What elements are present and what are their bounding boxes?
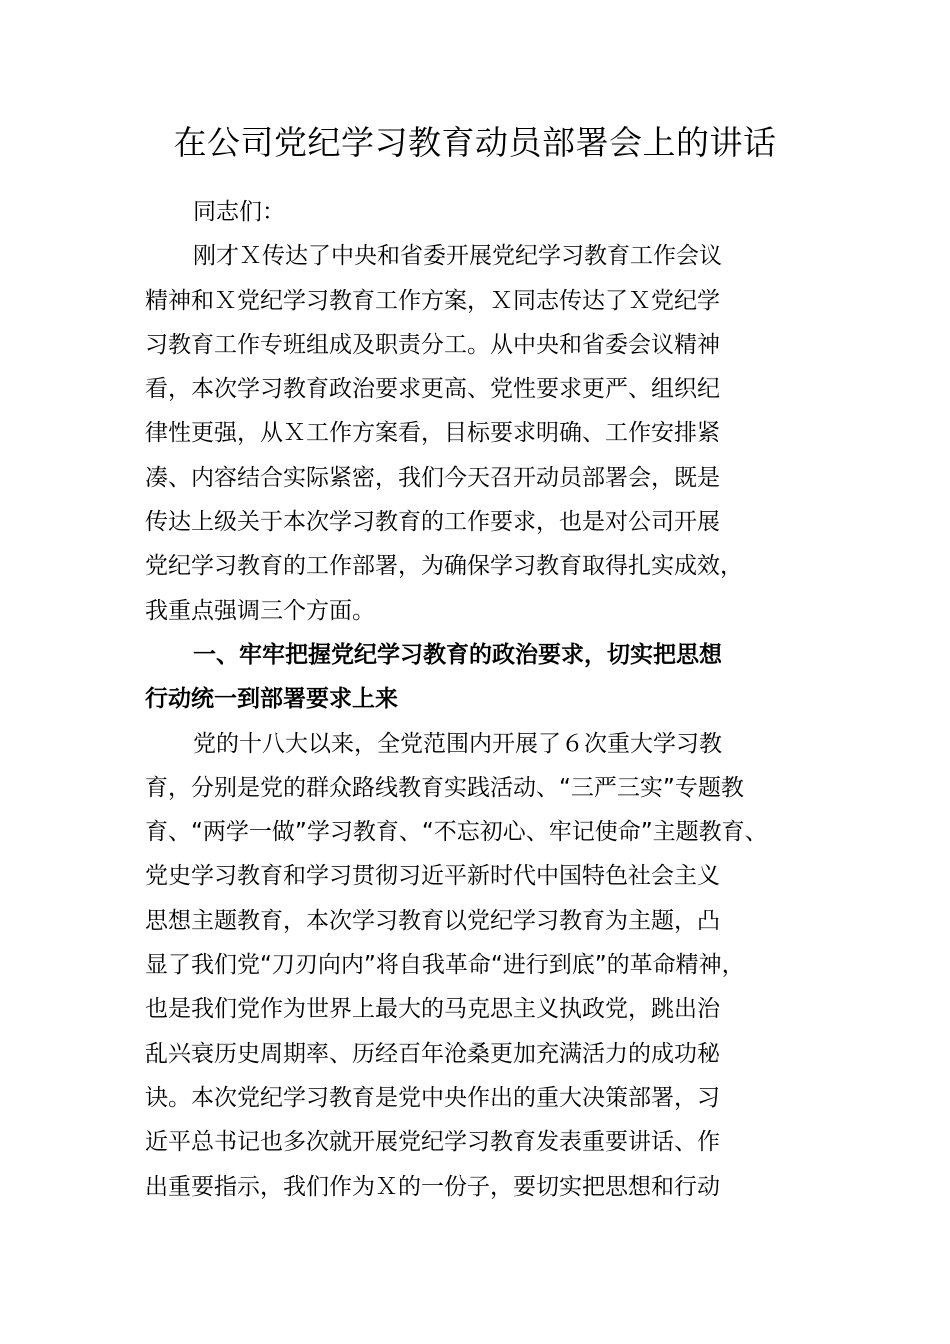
paragraph-line: 出重要指示，我们作为Ｘ的一份子，要切实把思想和行动	[145, 1173, 720, 1200]
paragraph-line: 近平总书记也多次就开展党纪学习教育发表重要讲话、作	[145, 1129, 720, 1156]
paragraph-line: 也是我们党作为世界上最大的马克思主义执政党，跳出治	[145, 996, 720, 1023]
section-heading: 一、牢牢把握党纪学习教育的政治要求，切实把思想	[193, 641, 722, 668]
paragraph-line: 思想主题教育，本次学习教育以党纪学习教育为主题，凸	[145, 907, 720, 934]
paragraph-line: 我重点强调三个方面。	[145, 597, 375, 624]
paragraph-line: 精神和Ｘ党纪学习教育工作方案，Ｘ同志传达了Ｘ党纪学	[145, 287, 720, 314]
paragraph-line: 显了我们党“刀刃向内”将自我革命“进行到底”的革命精神，	[145, 952, 745, 979]
paragraph-line: 育、“两学一做”学习教育、“不忘初心、牢记使命”主题教育、	[145, 819, 768, 846]
paragraph-line: 律性更强，从Ｘ工作方案看，目标要求明确、工作安排紧	[145, 420, 720, 447]
salutation: 同志们：	[193, 199, 285, 225]
paragraph-line: 诀。本次党纪学习教育是党中央作出的重大决策部署，习	[145, 1084, 720, 1111]
paragraph-line: 党史学习教育和学习贯彻习近平新时代中国特色社会主义	[145, 863, 720, 890]
document-title: 在公司党纪学习教育动员部署会上的讲话	[173, 123, 777, 162]
paragraph-line: 传达上级关于本次学习教育的工作要求，也是对公司开展	[145, 509, 720, 536]
section-heading: 行动统一到部署要求上来	[145, 686, 398, 713]
paragraph-line: 育，分别是党的群众路线教育实践活动、“三严三实”专题教	[145, 774, 744, 801]
paragraph-line: 党的十八大以来，全党范围内开展了６次重大学习教	[193, 730, 722, 757]
paragraph-line: 凑、内容结合实际紧密，我们今天召开动员部署会，既是	[145, 464, 720, 491]
document-body	[145, 190, 810, 1209]
paragraph-line: 乱兴衰历史周期率、历经百年沧桑更加充满活力的成功秘	[145, 1040, 720, 1067]
paragraph-line: 刚才Ｘ传达了中央和省委开展党纪学习教育工作会议	[193, 243, 722, 270]
paragraph-line: 党纪学习教育的工作部署，为确保学习教育取得扎实成效，	[145, 553, 743, 580]
paragraph-line: 看，本次学习教育政治要求更高、党性要求更严、组织纪	[145, 376, 720, 403]
paragraph-line: 习教育工作专班组成及职责分工。从中央和省委会议精神	[145, 331, 720, 358]
